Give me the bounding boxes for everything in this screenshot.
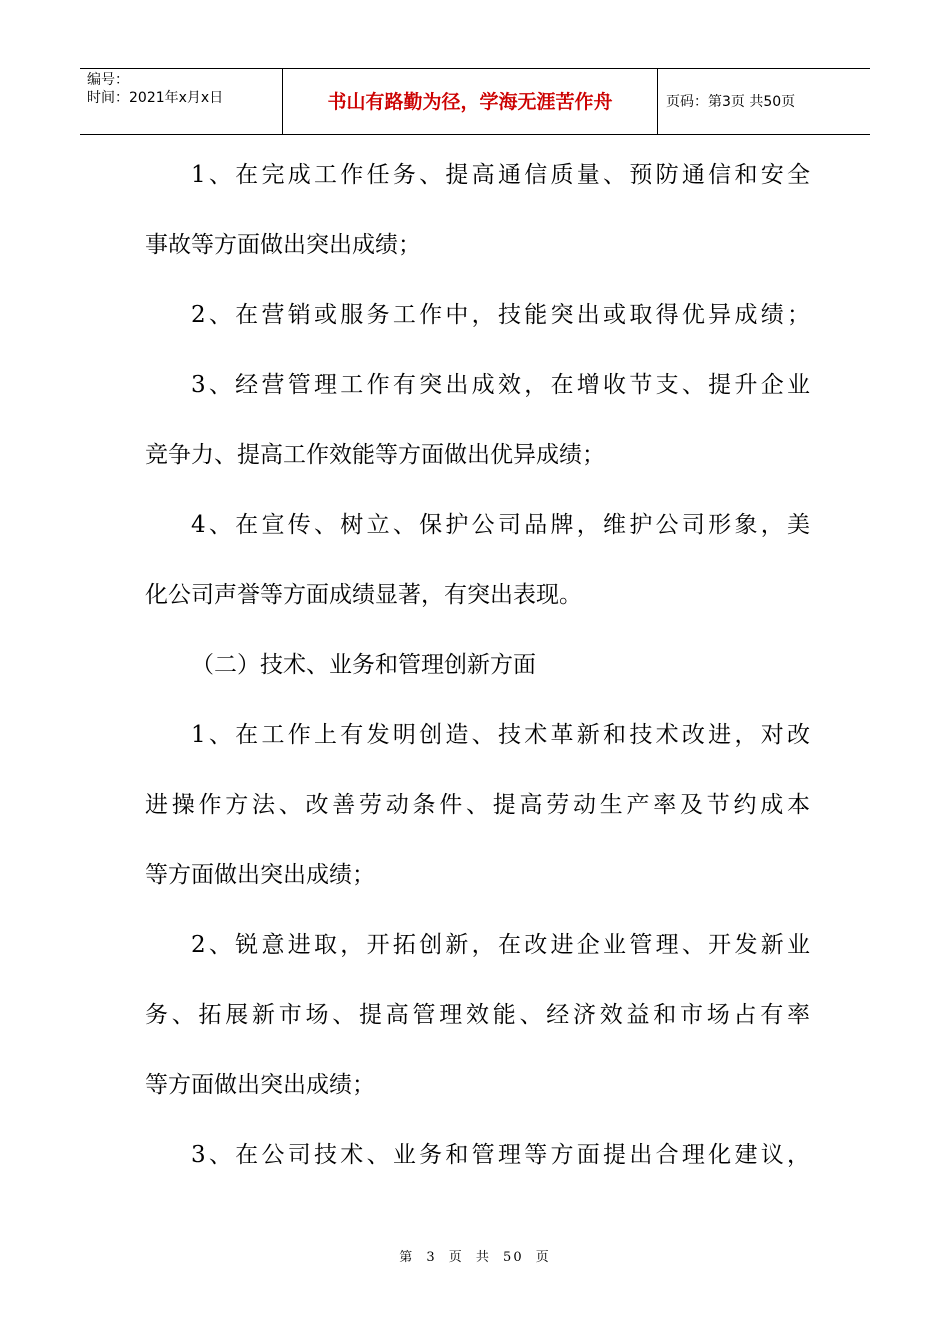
text-line: 务、拓展新市场、提高管理效能、经济效益和市场占有率 (145, 1002, 810, 1028)
text-line: 进操作方法、改善劳动条件、提高劳动生产率及节约成本 (145, 792, 810, 818)
text-line: 竞争力、提高工作效能等方面做出优异成绩； (145, 442, 605, 468)
text-line: 1、在工作上有发明创造、技术革新和技术改进，对改 (191, 722, 810, 748)
serial-number-label: 编号： (87, 72, 129, 88)
text-line: 3、在公司技术、业务和管理等方面提出合理化建议， (191, 1142, 810, 1168)
text-line: 1、在完成工作任务、提高通信质量、预防通信和安全 (191, 162, 810, 188)
text-line: 2、在营销或服务工作中，技能突出或取得优异成绩； (191, 302, 810, 328)
text-line: 事故等方面做出突出成绩； (145, 232, 421, 258)
date-label: 时间：2021年x月x日 (87, 90, 224, 106)
page-footer: 第 3 页 共 50 页 (399, 1250, 551, 1265)
text-line: 化公司声誉等方面成绩显著，有突出表现。 (145, 582, 582, 608)
header-motto: 书山有路勤为径，学海无涯苦作舟 (283, 69, 658, 134)
text-line: 3、经营管理工作有突出成效，在增收节支、提升企业 (191, 372, 810, 398)
text-line: 等方面做出突出成绩； (145, 1072, 375, 1098)
text-line: 4、在宣传、树立、保护公司品牌，维护公司形象，美 (191, 512, 810, 538)
text-line: 等方面做出突出成绩； (145, 862, 375, 888)
header-meta-cell (80, 69, 283, 134)
section-heading: （二）技术、业务和管理创新方面 (191, 652, 536, 678)
header-page-info: 页码：第3页 共50页 (666, 94, 796, 110)
page-header (80, 68, 870, 135)
text-line: 2、锐意进取，开拓创新，在改进企业管理、开发新业 (191, 932, 810, 958)
